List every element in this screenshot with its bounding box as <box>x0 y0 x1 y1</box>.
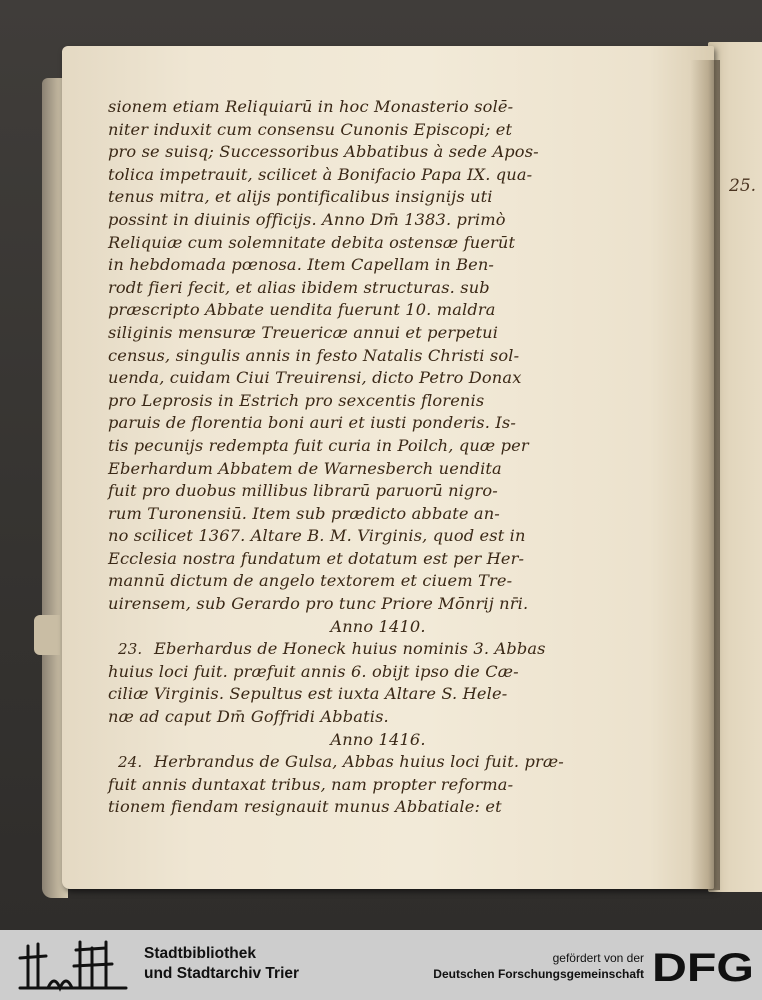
line-text: næ ad caput Dm̄ Goffridi Abbatis. <box>108 707 389 727</box>
line-text: Reliquiæ cum solemnitate debita ostensæ fuerūt <box>108 232 516 252</box>
line-text: rum Turonensiū. Item sub prædicto abbate an- <box>108 503 500 523</box>
manuscript-text <box>108 96 678 819</box>
text-line <box>108 277 678 300</box>
line-text: tis pecunijs redempta fuit curia in Poilch, quæ per <box>108 435 529 455</box>
funder-line-2: Deutschen Forschungsgemeinschaft <box>433 967 644 981</box>
text-line <box>108 570 678 593</box>
text-line <box>108 390 678 413</box>
text-line <box>108 774 678 797</box>
year-heading <box>108 616 678 639</box>
text-line <box>108 232 678 255</box>
line-text: siliginis mensuræ Treuericæ annui et perpetui <box>108 322 499 342</box>
entry-number: 24. <box>118 753 143 772</box>
line-text: pro Leprosis in Estrich pro sexcentis florenis <box>108 390 485 410</box>
text-line <box>108 661 678 684</box>
facing-page-number: 25. <box>729 176 757 196</box>
line-text: præscripto Abbate uendita fuerunt 10. maldra <box>108 300 496 320</box>
text-line <box>108 96 678 119</box>
line-text: fuit annis duntaxat tribus, nam propter reforma- <box>108 774 514 794</box>
text-line <box>108 367 678 390</box>
text-line <box>108 412 678 435</box>
text-line <box>108 683 678 706</box>
line-text: ciliæ Virginis. Sepultus est iuxta Altare S. Hele- <box>108 684 508 704</box>
institution-name <box>144 944 299 984</box>
text-line <box>108 458 678 481</box>
line-text: Ecclesia nostra fundatum et dotatum est per Her- <box>108 548 525 568</box>
entry-number: 23. <box>118 640 143 659</box>
line-text: in hebdomada pœnosa. Item Capellam in Ben- <box>108 255 495 275</box>
page-tab <box>34 615 60 655</box>
line-text: rodt fieri fecit, et alias ibidem structuras. sub <box>108 277 490 297</box>
line-text: pro se suisq; Successoribus Abbatibus à sede Apos- <box>108 142 539 162</box>
line-text: fuit pro duobus millibus librarū paruorū nigro- <box>108 481 498 501</box>
line-text: niter induxit cum consensu Cunonis Episcopi; et <box>108 119 513 139</box>
text-line <box>108 254 678 277</box>
funder-credit <box>433 950 644 982</box>
text-line <box>108 299 678 322</box>
text-line <box>108 209 678 232</box>
footer-bar <box>0 930 762 1000</box>
line-text: tolica impetrauit, scilicet à Bonifacio Papa IX. qua- <box>108 164 533 184</box>
line-text: no scilicet 1367. Altare B. M. Virginis, quod est in <box>108 526 526 546</box>
line-text: paruis de florentia boni auri et iusti ponderis. Is- <box>108 413 516 433</box>
funder-line-1: gefördert von der <box>552 951 644 965</box>
text-line <box>108 345 678 368</box>
line-text: census, singulis annis in festo Natalis Christi sol- <box>108 345 520 365</box>
text-line <box>108 593 678 616</box>
line-text: tionem fiendam resignauit munus Abbatiale: et <box>108 797 502 817</box>
line-text: sionem etiam Reliquiarū in hoc Monasterio solē- <box>108 97 514 116</box>
library-logo-icon <box>14 936 132 994</box>
text-line <box>108 480 678 503</box>
line-text: uenda, cuidam Ciui Treuirensi, dicto Petro Donax <box>108 368 522 388</box>
line-text: Herbrandus de Gulsa, Abbas huius loci fuit. præ- <box>154 752 564 772</box>
institution-line-2: und Stadtarchiv Trier <box>144 965 300 982</box>
institution-line-1: Stadtbibliothek <box>144 945 256 962</box>
line-text: Anno 1410. <box>330 616 426 636</box>
text-line <box>108 503 678 526</box>
dfg-logo-text: DFG <box>652 946 754 986</box>
abbot-entry-line <box>108 638 678 661</box>
line-text: mannū dictum de angelo textorem et ciuem Tre- <box>108 571 513 591</box>
text-line <box>108 706 678 729</box>
line-text: Eberhardus de Honeck huius nominis 3. Abbas <box>154 639 546 659</box>
line-text: Eberhardum Abbatem de Warnesberch uendita <box>108 458 502 478</box>
line-text: possint in diuinis officijs. Anno Dm̄ 1383. primò <box>108 209 506 229</box>
text-line <box>108 186 678 209</box>
text-line <box>108 548 678 571</box>
text-line <box>108 525 678 548</box>
text-line <box>108 322 678 345</box>
line-text: huius loci fuit. præfuit annis 6. obijt ipso die Cæ- <box>108 661 519 681</box>
line-text: uirensem, sub Gerardo pro tunc Priore Mōnrij nr̄i. <box>108 594 529 614</box>
dfg-logo-icon <box>652 946 756 986</box>
text-line <box>108 435 678 458</box>
line-text: Anno 1416. <box>330 729 426 749</box>
binding-gutter <box>690 60 720 890</box>
text-line <box>108 164 678 187</box>
line-text: tenus mitra, et alijs pontificalibus insignijs uti <box>108 187 493 207</box>
text-line <box>108 796 678 819</box>
text-line <box>108 119 678 142</box>
text-line <box>108 141 678 164</box>
abbot-entry-line <box>108 751 678 774</box>
year-heading <box>108 729 678 752</box>
